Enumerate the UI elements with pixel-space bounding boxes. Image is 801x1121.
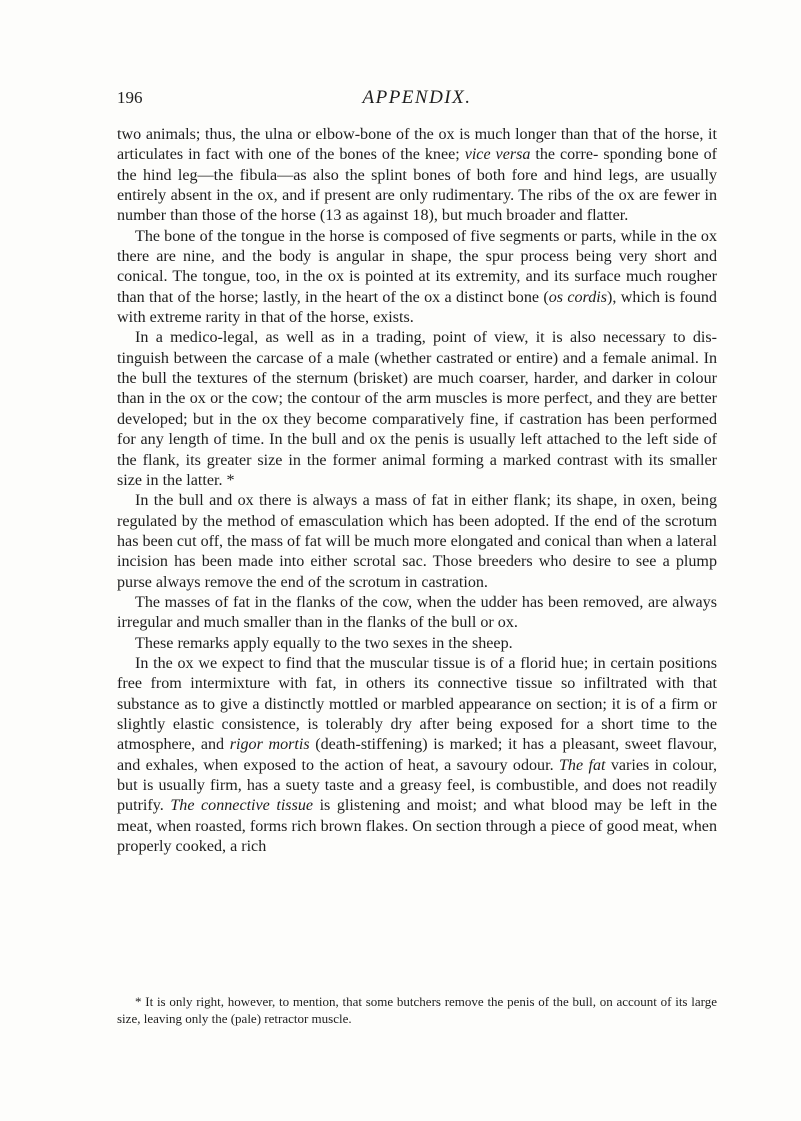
- text-run: the corre- sponding bone of the hind leg—the fibula—as also the splint bones of both fore and hind legs, are usually entirely absent in the ox, and if present are only rudimentary. The ribs of the ox are fewer in number than those of the horse (13 as against 18), but much broader and flatter.: [117, 146, 717, 225]
- paragraph: [117, 328, 717, 491]
- text-run: These remarks apply equally to the two sexes in the sheep.: [135, 634, 513, 652]
- text-run: In a medico-legal, as well as in a trading, point of view, it is also necessary to dis- tinguish between the carcase of a male (whether castrated or entire) and a female animal. In the bull the textures of the sternum (brisket) are much coarser, harder, and darker in colour than in the ox or the cow; the contour of the arm muscles is more perfect, and they are better developed; but in the ox they become comparatively fine, if castration has been performed for any length of time. In the bull and ox the penis is usually left attached to the left side of the flank, its greater size in the former animal forming a marked contrast with its smaller size in the latter. *: [117, 329, 717, 489]
- text-run: (death-stiffening) is marked; it has a pleasant, sweet flavour, and exhales, when exposed to the action of heat, a savoury odour.: [117, 736, 717, 774]
- italic-text: os cordis: [548, 288, 607, 306]
- text-run: The bone of the tongue in the horse is composed of five segments or parts, while in the ox there are nine, and the body is angular in shape, the spur process being very short and conical. The tongue, too, in the ox is pointed at its extremity, and its surface much rougher than that of the horse; lastly, in the heart of the ox a distinct bone (: [117, 227, 717, 306]
- paragraph: [117, 491, 717, 593]
- text-run: varies in colour, but is usually firm, has a suety taste and a greasy feel, is combustible, and does not readily putrify.: [117, 756, 717, 815]
- text-run: The masses of fat in the flanks of the cow, when the udder has been removed, are always irregular and much smaller than in the flanks of the bull or ox.: [117, 593, 717, 632]
- italic-text: rigor mortis: [229, 736, 310, 754]
- paragraph: [117, 593, 717, 634]
- paragraph: [117, 125, 717, 227]
- paragraph: [117, 654, 717, 857]
- text-run: is glistening and moist; and what blood may be left in the meat, when roasted, forms rich brown flakes. On section through a piece of good meat, when properly cooked, a rich: [117, 797, 717, 856]
- paragraph: [117, 227, 717, 329]
- italic-text: vice versa: [464, 146, 531, 164]
- page-number: 196: [117, 88, 143, 107]
- text-run: In the bull and ox there is always a mass of fat in either flank; its shape, in oxen, being regulated by the method of emasculation which has been adopted. If the end of the scrotum has been cut off, the mass of fat will be much more elongated and conical than when a lateral incision has been made into either scrotal sac. Those breeders who desire to see a plump purse always remove the end of the scrotum in castration.: [117, 492, 717, 591]
- text-run: ), which is found with extreme rarity in that of the horse, exists.: [117, 288, 717, 327]
- paragraph: [117, 634, 717, 654]
- italic-text: The connective tissue: [170, 797, 314, 815]
- text-run: two animals; thus, the ulna or elbow-bone of the ox is much longer than that of the horse, it articulates in fact with one of the bones of the knee;: [117, 126, 717, 164]
- text-run: In the ox we expect to find that the muscular tissue is of a florid hue; in certain positions free from intermixture with fat, in others its connective tissue so infiltrated with that substance as to give a distinctly mottled or marbled appearance on section; it is of a firm or slightly elastic consistence, is tolerably dry after being exposed for a short time to the atmosphere, and: [117, 654, 717, 754]
- footnote: * It is only right, however, to mention, that some butchers remove the penis of the bull, on account of its large size, leaving only the (pale) retractor muscle.: [117, 994, 717, 1026]
- running-head: APPENDIX.: [362, 87, 472, 108]
- page-header: [117, 88, 717, 114]
- italic-text: The fat: [558, 756, 606, 774]
- body-text: [117, 125, 717, 857]
